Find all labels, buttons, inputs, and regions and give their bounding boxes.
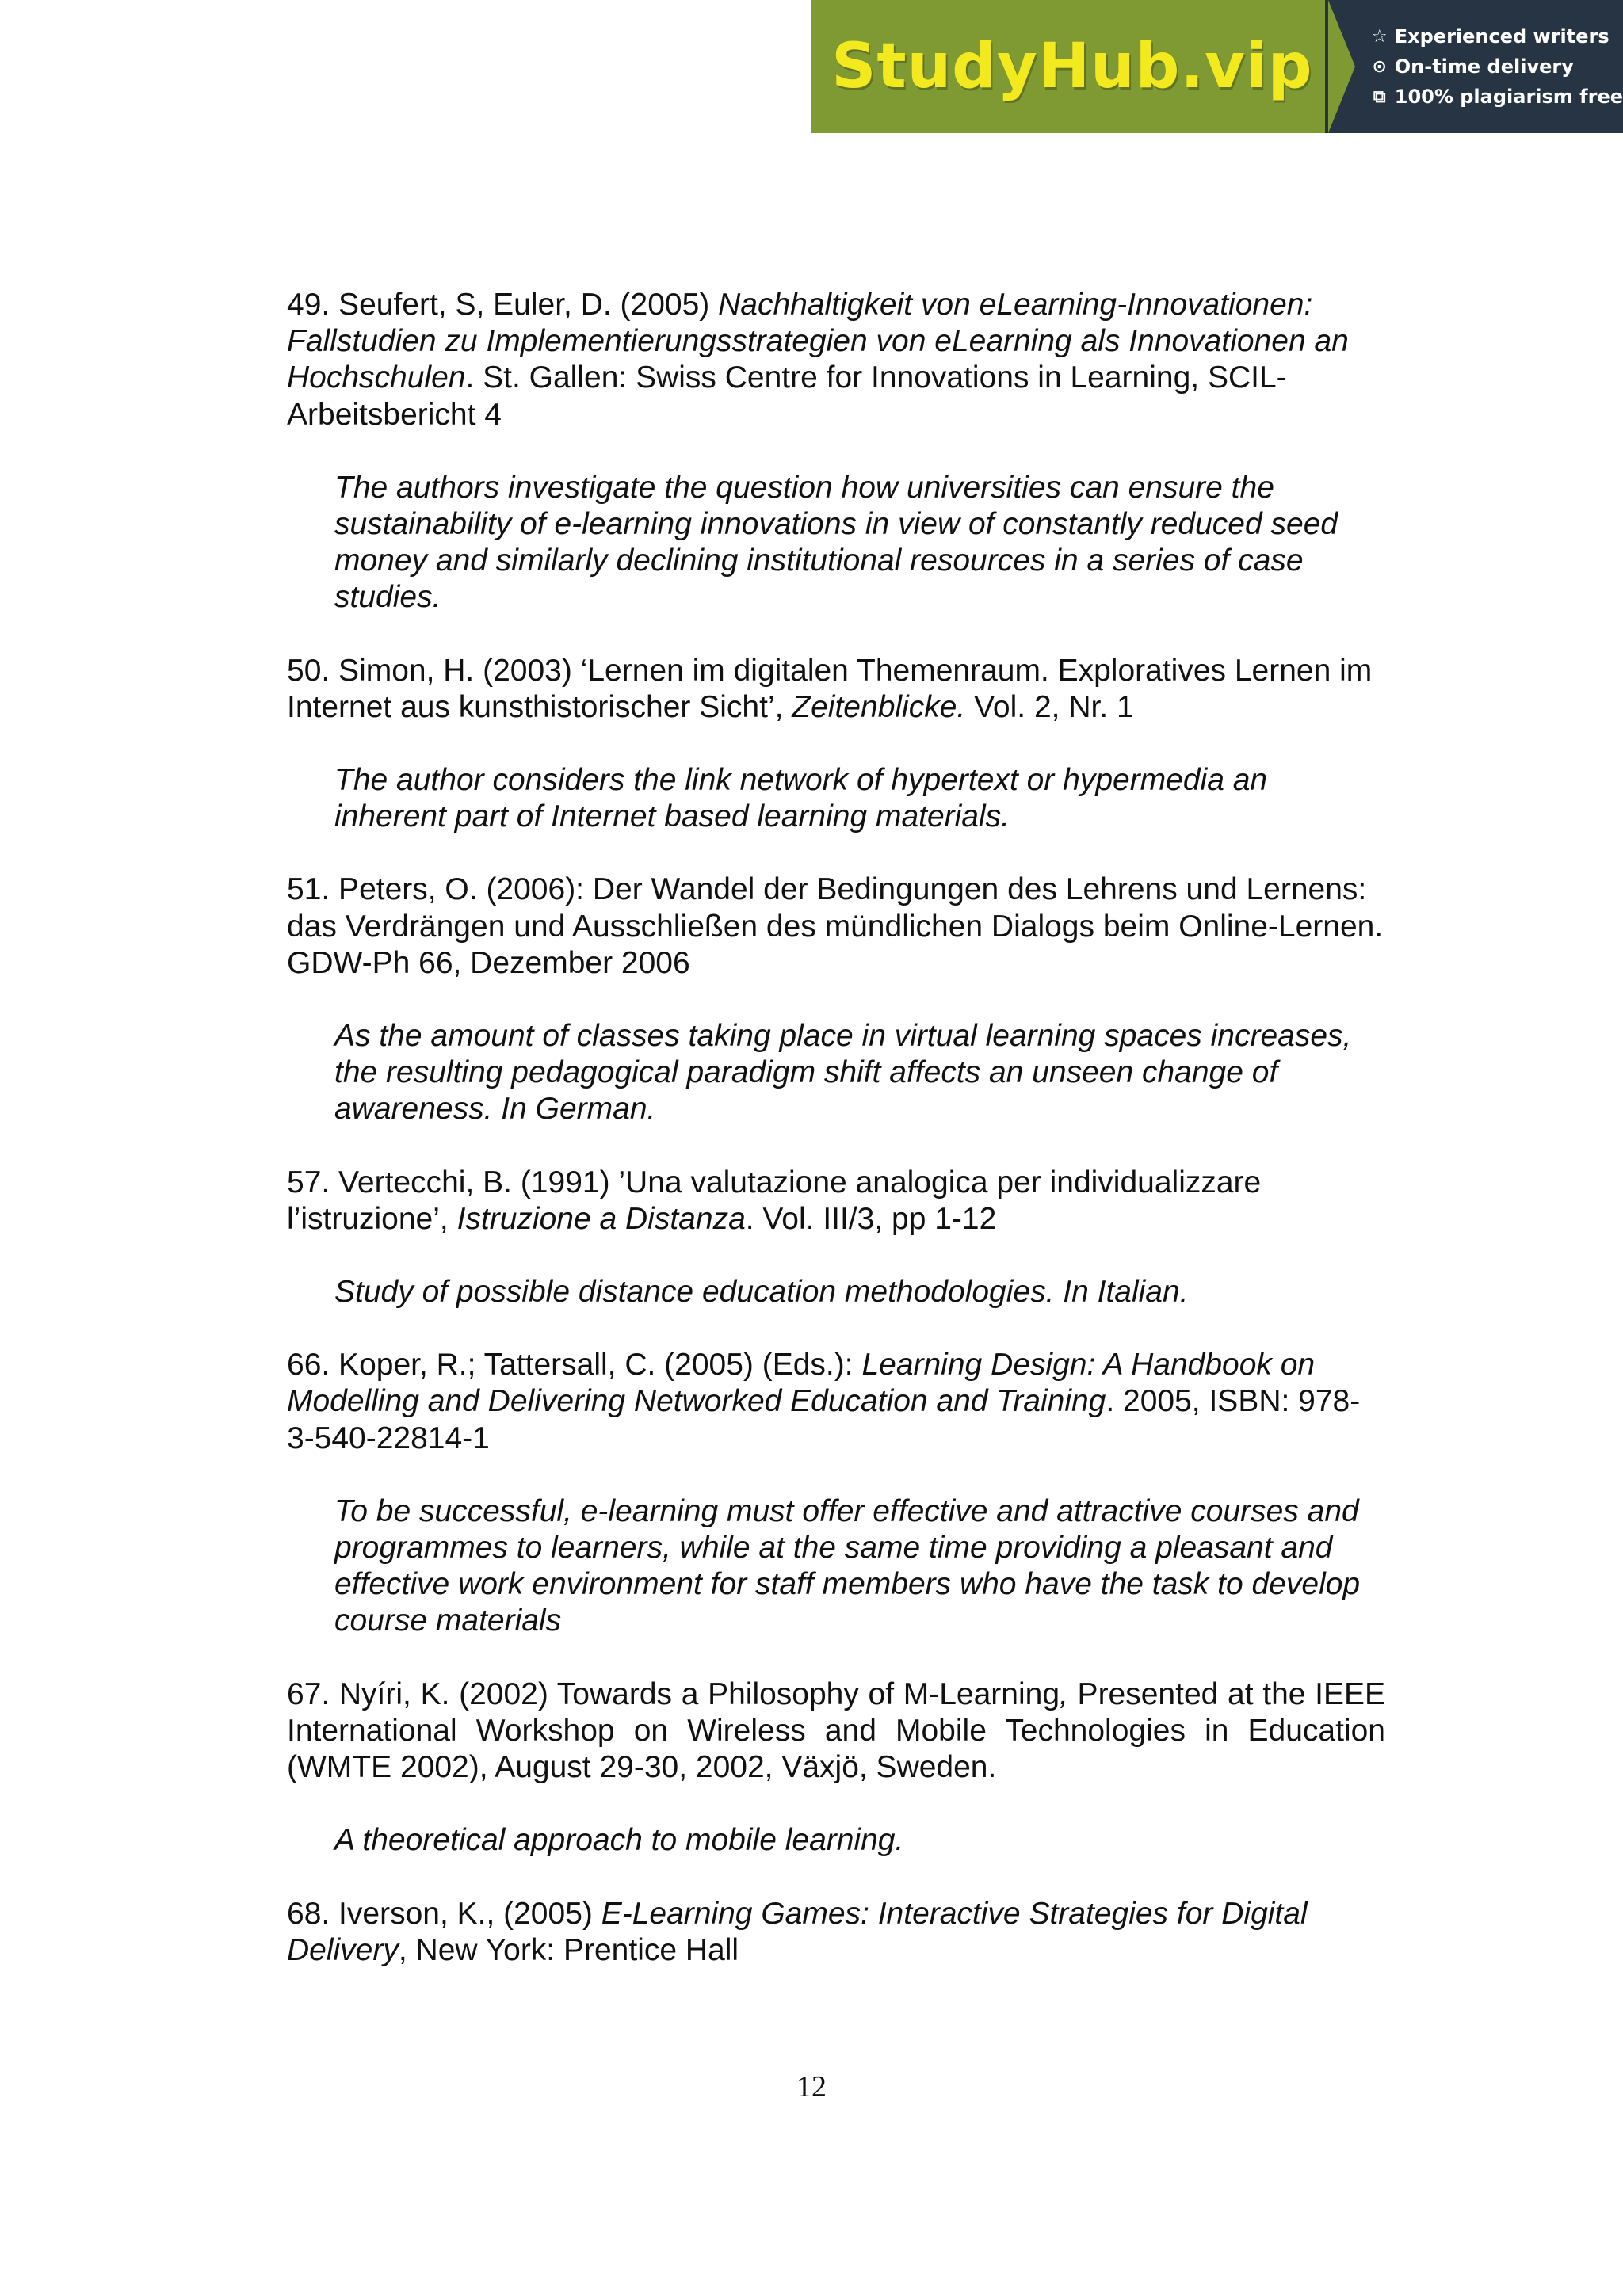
reference-title-italic: Istruzione a Distanza: [456, 1201, 746, 1236]
copy-document-icon: ⧉: [1373, 86, 1386, 107]
feature-experienced-writers: [1369, 25, 1623, 48]
brand-name: StudyHub.vip: [831, 31, 1313, 102]
bibliography-list: [287, 287, 1385, 1969]
feature-label: Experienced writers: [1394, 25, 1610, 48]
reference-entry: [287, 1347, 1385, 1457]
reference-text: 50. Simon, H. (2003) ‘Lernen im digitalen Themenraum. Exploratives Lernen im Internet aus kunsthistorischer Sicht’,: [287, 653, 1373, 724]
reference-title-italic: Zeitenblicke.: [792, 689, 966, 724]
banner-arrow-decoration: [1328, 0, 1355, 133]
reference-entry: [287, 653, 1385, 726]
reference-entry: [287, 1896, 1385, 1969]
reference-annotation: Study of possible distance education methodologies. In Italian.: [334, 1275, 1189, 1310]
reference-text: 68. Iverson, K., (2005): [287, 1896, 601, 1931]
reference-text: 51. Peters, O. (2006): Der Wandel der Bedingungen des Lehrens und Lernens: das Verdrängen und Ausschließen des mündlichen Dialogs beim Online-Lernen. GDW-Ph 66, Dezember 2006: [287, 872, 1384, 980]
reference-title-italic: ,: [1060, 1676, 1068, 1711]
reference-entry: [287, 1676, 1385, 1787]
reference-text: 49. Seufert, S, Euler, D. (2005): [287, 288, 719, 322]
reference-text: Vol. 2, Nr. 1: [965, 689, 1134, 724]
studyhub-banner[interactable]: [812, 0, 1623, 133]
page-number: 12: [796, 2070, 827, 2103]
studyhub-logo[interactable]: [812, 0, 1325, 133]
reference-text: . Vol. III/3, pp 1-12: [745, 1201, 997, 1236]
reference-text: 57. Vertecchi, B. (1991) ’Una valutazione analogica per individualizzare l’istruzione’,: [287, 1165, 1262, 1236]
reference-annotation: The authors investigate the question how universities can ensure the sustainability of e-learning innovations in view of constantly reduced seed money and similarly declining institutional resources in a series of case studies.: [334, 470, 1338, 615]
clock-icon: ⊙: [1372, 56, 1387, 77]
feature-on-time-delivery: [1369, 55, 1623, 78]
reference-entry: [287, 287, 1385, 433]
reference-text: . St. Gallen: Swiss Centre for Innovations in Learning, SCIL-Arbeitsbericht 4: [287, 360, 1287, 432]
reference-annotation: The author considers the link network of hypertext or hypermedia an inherent part of Internet based learning materials.: [334, 763, 1268, 834]
feature-plagiarism-free: [1369, 86, 1623, 108]
feature-label: On-time delivery: [1394, 55, 1574, 78]
reference-entry: [287, 1165, 1385, 1238]
banner-features: [1325, 0, 1623, 133]
reference-annotation: A theoretical approach to mobile learning.: [334, 1823, 904, 1858]
reference-text: 66. Koper, R.; Tattersall, C. (2005) (Eds.):: [287, 1348, 862, 1383]
reference-title-italic: Learning Design: A Handbook on Modelling and Delivering Networked Education and Training: [287, 1348, 1316, 1419]
reference-title-italic: E-Learning Games: Interactive Strategies for Digital Delivery: [287, 1896, 1308, 1967]
reference-annotation: To be successful, e-learning must offer effective and attractive courses and programmes to learners, while at the same time providing a pleasant and effective work environment for staff members who have the task to develop course materials: [334, 1493, 1361, 1638]
reference-entry: [287, 871, 1385, 982]
star-outline-icon: ☆: [1371, 26, 1388, 47]
reference-text: , New York: Prentice Hall: [398, 1932, 739, 1967]
feature-label: 100% plagiarism free: [1394, 86, 1623, 108]
reference-text: 67. Nyíri, K. (2002) Towards a Philosophy of M-Learning: [287, 1676, 1060, 1711]
reference-title-italic: Nachhaltigkeit von eLearning-Innovationen: Fallstudien zu Implementierungsstrategien von eLearning als Innovationen an Hochschulen: [287, 288, 1349, 395]
reference-annotation: As the amount of classes taking place in virtual learning spaces increases, the resulting pedagogical paradigm shift affects an unseen change of awareness. In German.: [334, 1019, 1352, 1127]
reference-text: Presented at the IEEE International Workshop on Wireless and Mobile Technologies in Education (WMTE 2002), August 29-30, 2002, Växjö, Sweden.: [287, 1676, 1385, 1785]
reference-text: . 2005, ISBN: 978-3-540-22814-1: [287, 1384, 1361, 1455]
